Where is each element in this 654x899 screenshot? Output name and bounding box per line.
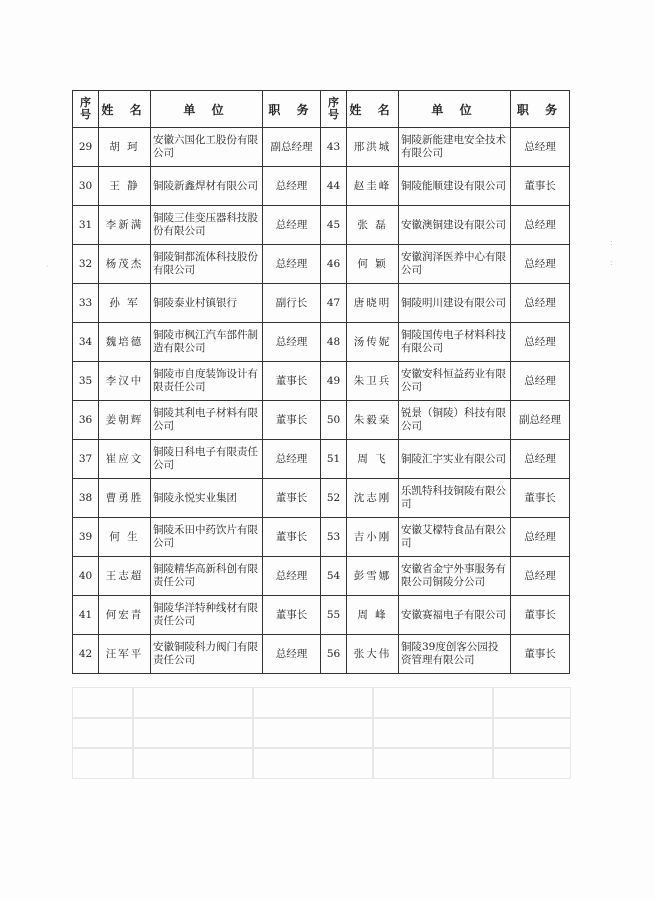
cell-name-left: 汪军平 xyxy=(99,635,151,674)
cell-no-left: 29 xyxy=(73,128,99,167)
cell-name-left: 魏培德 xyxy=(99,323,151,362)
cell-no-right: 45 xyxy=(321,206,347,245)
header-unit-right: 单 位 xyxy=(399,91,511,128)
cell-title-right: 总经理 xyxy=(511,323,570,362)
table-row xyxy=(73,206,570,245)
cell-no-left: 31 xyxy=(73,206,99,245)
cell-no-left: 42 xyxy=(73,635,99,674)
cell-no-right: 51 xyxy=(321,440,347,479)
table-row xyxy=(73,245,570,284)
cell-no-left: 39 xyxy=(73,518,99,557)
header-title-right: 职 务 xyxy=(511,91,570,128)
cell-name-left: 王 静 xyxy=(99,167,151,206)
cell-title-left: 董事长 xyxy=(263,362,321,401)
cell-name-right: 周 飞 xyxy=(347,440,399,479)
cell-title-right: 董事长 xyxy=(511,479,570,518)
cell-title-right: 总经理 xyxy=(511,557,570,596)
cell-unit-left: 铜陵市自度装饰设计有限责任公司 xyxy=(151,362,263,401)
cell-unit-left: 铜陵禾田中药饮片有限公司 xyxy=(151,518,263,557)
cell-title-left: 总经理 xyxy=(263,557,321,596)
margin-speck: : xyxy=(610,258,613,267)
table-body xyxy=(73,128,570,674)
cell-title-left: 总经理 xyxy=(263,323,321,362)
cell-unit-left: 铜陵泰业村镇银行 xyxy=(151,284,263,323)
cell-unit-left: 铜陵三佳变压器科技股份有限公司 xyxy=(151,206,263,245)
cell-no-right: 46 xyxy=(321,245,347,284)
cell-title-left: 副行长 xyxy=(263,284,321,323)
cell-unit-left: 安徽铜陵科力阀门有限责任公司 xyxy=(151,635,263,674)
cell-unit-left: 安徽六国化工股份有限公司 xyxy=(151,128,263,167)
cell-unit-left: 铜陵市枫江汽车部件制造有限公司 xyxy=(151,323,263,362)
table-row xyxy=(73,323,570,362)
cell-unit-right: 安徽艾檬特食品有限公司 xyxy=(399,518,511,557)
table-row xyxy=(73,167,570,206)
cell-name-right: 吉小刚 xyxy=(347,518,399,557)
cell-title-left: 总经理 xyxy=(263,167,321,206)
cell-no-right: 54 xyxy=(321,557,347,596)
cell-no-left: 38 xyxy=(73,479,99,518)
cell-unit-left: 铜陵日科电子有限责任公司 xyxy=(151,440,263,479)
cell-name-right: 张 磊 xyxy=(347,206,399,245)
cell-no-left: 40 xyxy=(73,557,99,596)
cell-name-left: 杨茂杰 xyxy=(99,245,151,284)
header-no-right: 序号 xyxy=(321,91,347,128)
table-row xyxy=(73,557,570,596)
cell-no-right: 52 xyxy=(321,479,347,518)
cell-unit-left: 铜陵铜都流体科技股份有限公司 xyxy=(151,245,263,284)
cell-unit-left: 铜陵华洋特种线材有限责任公司 xyxy=(151,596,263,635)
cell-name-right: 周 峰 xyxy=(347,596,399,635)
cell-no-left: 37 xyxy=(73,440,99,479)
table-row xyxy=(73,362,570,401)
cell-title-right: 总经理 xyxy=(511,128,570,167)
cell-name-right: 汤传妮 xyxy=(347,323,399,362)
cell-no-right: 48 xyxy=(321,323,347,362)
header-unit-left: 单 位 xyxy=(151,91,263,128)
cell-name-left: 王志超 xyxy=(99,557,151,596)
cell-name-right: 朱毅桒 xyxy=(347,401,399,440)
table-row xyxy=(73,596,570,635)
cell-name-left: 孙 军 xyxy=(99,284,151,323)
cell-name-left: 胡 珂 xyxy=(99,128,151,167)
header-name-right: 姓 名 xyxy=(347,91,399,128)
cell-unit-right: 安徽安科恒益药业有限公司 xyxy=(399,362,511,401)
cell-unit-right: 铜陵明川建设有限公司 xyxy=(399,284,511,323)
table-row xyxy=(73,401,570,440)
cell-title-right: 副总经理 xyxy=(511,401,570,440)
cell-no-left: 30 xyxy=(73,167,99,206)
cell-name-left: 姜朝辉 xyxy=(99,401,151,440)
cell-name-right: 唐晓明 xyxy=(347,284,399,323)
table-row xyxy=(73,284,570,323)
margin-speck: · xyxy=(46,262,49,271)
cell-no-right: 43 xyxy=(321,128,347,167)
table-row xyxy=(73,128,570,167)
cell-unit-right: 铜陵能顺建设有限公司 xyxy=(399,167,511,206)
cell-no-right: 56 xyxy=(321,635,347,674)
cell-title-right: 总经理 xyxy=(511,284,570,323)
cell-title-right: 董事长 xyxy=(511,596,570,635)
cell-no-left: 33 xyxy=(73,284,99,323)
cell-unit-left: 铜陵新鑫焊材有限公司 xyxy=(151,167,263,206)
table-row xyxy=(73,440,570,479)
header-title-left: 职 务 xyxy=(263,91,321,128)
cell-unit-left: 铜陵永悦实业集团 xyxy=(151,479,263,518)
cell-title-left: 总经理 xyxy=(263,440,321,479)
table-row xyxy=(73,479,570,518)
cell-unit-right: 铜陵39度创客公园投资管理有限公司 xyxy=(399,635,511,674)
cell-name-right: 何 颖 xyxy=(347,245,399,284)
cell-unit-right: 铜陵汇宇实业有限公司 xyxy=(399,440,511,479)
cell-unit-right: 乐凯特科技铜陵有限公司 xyxy=(399,479,511,518)
cell-name-right: 彭雪娜 xyxy=(347,557,399,596)
cell-name-left: 崔应文 xyxy=(99,440,151,479)
cell-title-left: 总经理 xyxy=(263,635,321,674)
cell-title-left: 董事长 xyxy=(263,479,321,518)
cell-title-right: 总经理 xyxy=(511,362,570,401)
cell-unit-right: 安徽赛福电子有限公司 xyxy=(399,596,511,635)
cell-name-right: 邢洪城 xyxy=(347,128,399,167)
cell-unit-right: 安徽澳铜建设有限公司 xyxy=(399,206,511,245)
table-row xyxy=(73,518,570,557)
margin-speck: : xyxy=(610,238,613,247)
cell-title-left: 副总经理 xyxy=(263,128,321,167)
cell-no-left: 32 xyxy=(73,245,99,284)
cell-unit-left: 铜陵其利电子材料有限公司 xyxy=(151,401,263,440)
cell-no-left: 36 xyxy=(73,401,99,440)
cell-name-left: 李新满 xyxy=(99,206,151,245)
cell-no-left: 41 xyxy=(73,596,99,635)
cell-title-left: 董事长 xyxy=(263,596,321,635)
cell-title-right: 董事长 xyxy=(511,167,570,206)
cell-unit-right: 铜陵新能建电安全技术有限公司 xyxy=(399,128,511,167)
cell-no-right: 44 xyxy=(321,167,347,206)
header-no-left: 序号 xyxy=(73,91,99,128)
cell-unit-right: 锐景（铜陵）科技有限公司 xyxy=(399,401,511,440)
cell-title-right: 董事长 xyxy=(511,635,570,674)
cell-unit-right: 铜陵国传电子材料科技有限公司 xyxy=(399,323,511,362)
cell-unit-left: 铜陵精华高新科创有限责任公司 xyxy=(151,557,263,596)
cell-name-left: 何 生 xyxy=(99,518,151,557)
cell-no-left: 34 xyxy=(73,323,99,362)
cell-title-left: 董事长 xyxy=(263,401,321,440)
cell-title-right: 总经理 xyxy=(511,245,570,284)
table-header xyxy=(73,91,570,128)
header-name-left: 姓 名 xyxy=(99,91,151,128)
table-row xyxy=(73,635,570,674)
cell-name-right: 朱卫兵 xyxy=(347,362,399,401)
cell-no-right: 50 xyxy=(321,401,347,440)
cell-no-left: 35 xyxy=(73,362,99,401)
cell-unit-right: 安徽省金宁外事服务有限公司铜陵分公司 xyxy=(399,557,511,596)
cell-no-right: 53 xyxy=(321,518,347,557)
cell-title-left: 总经理 xyxy=(263,206,321,245)
cell-no-right: 49 xyxy=(321,362,347,401)
cell-title-left: 董事长 xyxy=(263,518,321,557)
roster-table xyxy=(72,90,570,674)
cell-unit-right: 安徽润泽医养中心有限公司 xyxy=(399,245,511,284)
cell-name-right: 张大伟 xyxy=(347,635,399,674)
cell-name-left: 曹勇胜 xyxy=(99,479,151,518)
cell-title-right: 总经理 xyxy=(511,206,570,245)
cell-title-right: 总经理 xyxy=(511,440,570,479)
cell-no-right: 47 xyxy=(321,284,347,323)
cell-no-right: 55 xyxy=(321,596,347,635)
bleed-through-lines xyxy=(72,677,569,787)
cell-name-left: 李汉中 xyxy=(99,362,151,401)
cell-name-right: 赵圭峰 xyxy=(347,167,399,206)
cell-name-left: 何宏青 xyxy=(99,596,151,635)
cell-name-right: 沈志刚 xyxy=(347,479,399,518)
cell-title-right: 总经理 xyxy=(511,518,570,557)
cell-title-left: 总经理 xyxy=(263,245,321,284)
